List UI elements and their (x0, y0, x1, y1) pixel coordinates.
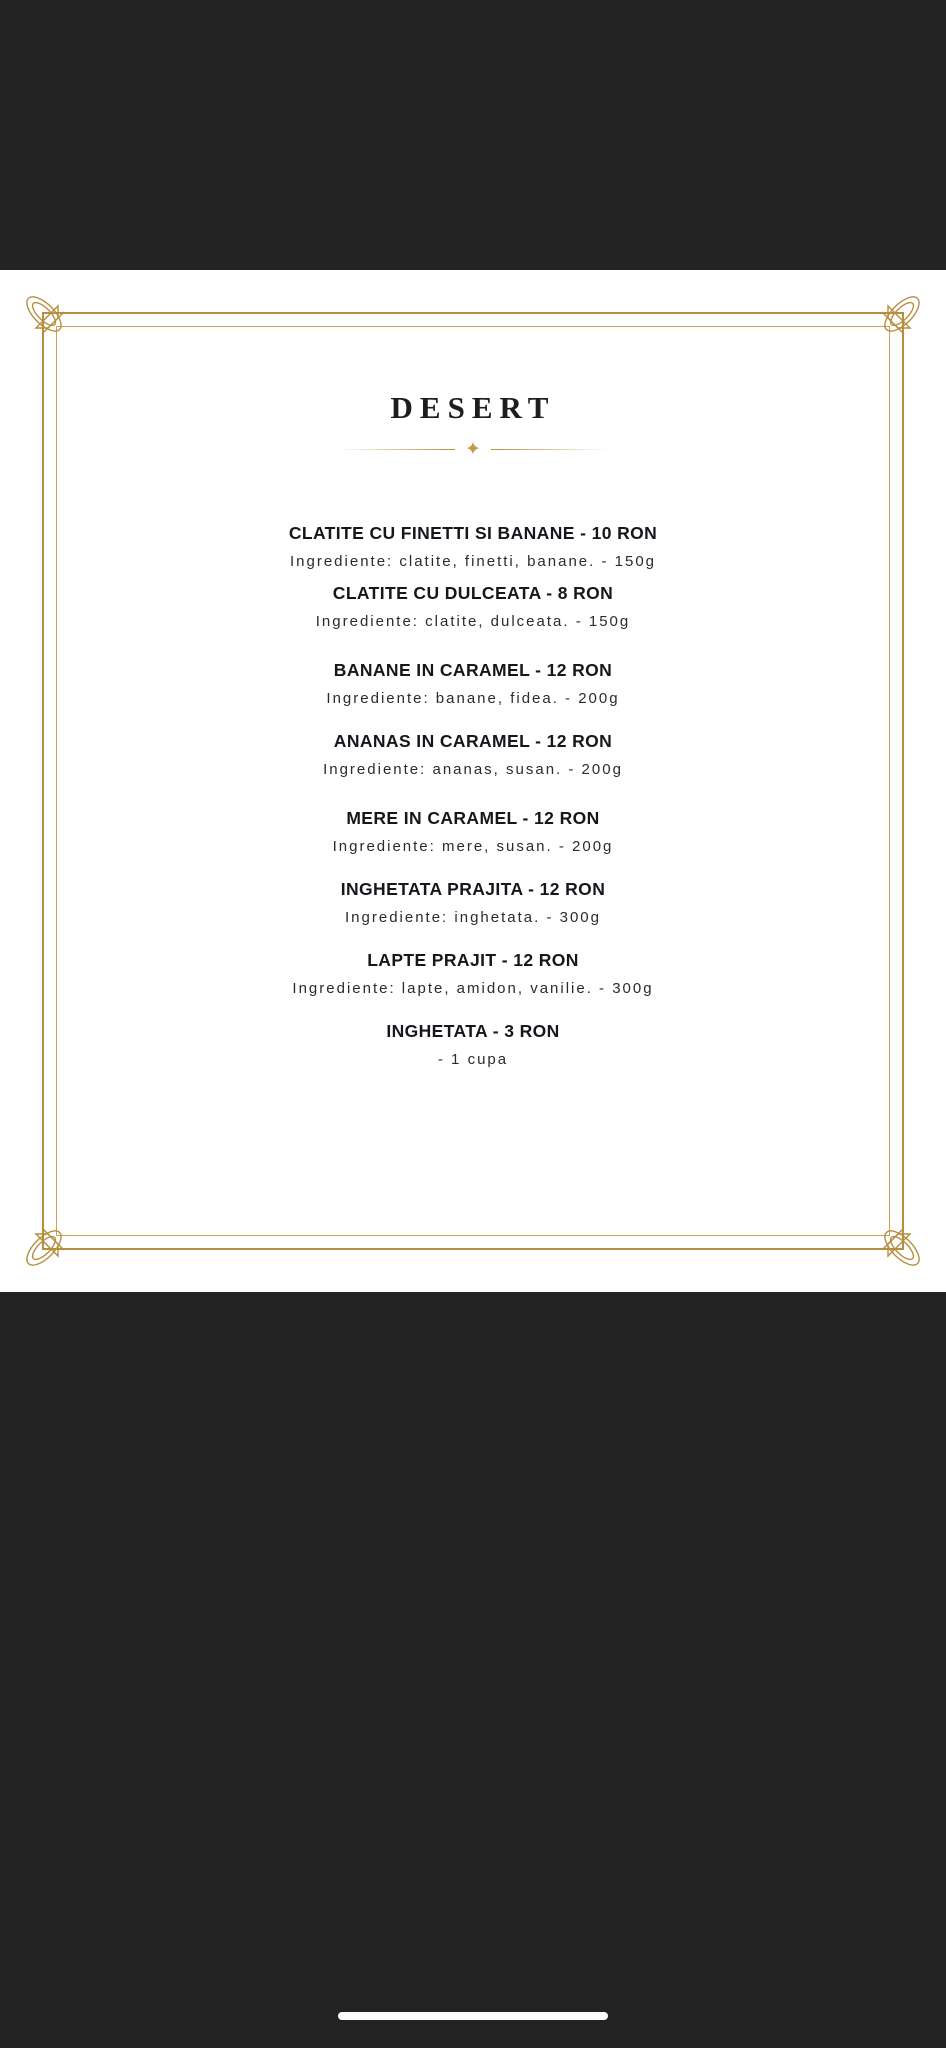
title-divider (337, 440, 609, 459)
page-title: DESERT (390, 390, 556, 425)
menu-item-name: CLATITE CU DULCEATA - 8 RON (332, 583, 614, 603)
menu-item-description: Ingrediente: lapte, amidon, vanilie. - 300g (292, 980, 654, 997)
four-point-star-icon: ✦ (465, 439, 481, 460)
menu-item-name: CLATITE CU FINETTI SI BANANE - 10 RON (288, 523, 658, 543)
menu-content (90, 370, 856, 1081)
menu-item-description: Ingrediente: banane, fidea. - 200g (326, 690, 620, 707)
menu-item-name: LAPTE PRAJIT - 12 RON (367, 950, 579, 970)
menu-item-list (90, 523, 856, 1068)
menu-page (0, 270, 946, 1292)
list-item (90, 808, 856, 855)
bottom-letterbox-bar (0, 1292, 946, 2048)
menu-item-name: MERE IN CARAMEL - 12 RON (346, 808, 600, 828)
menu-item-name: BANANE IN CARAMEL - 12 RON (333, 660, 613, 680)
divider-line-left (337, 449, 455, 450)
menu-item-name: ANANAS IN CARAMEL - 12 RON (333, 731, 613, 751)
menu-item-name: INGHETATA - 3 RON (386, 1021, 560, 1041)
menu-item-name: INGHETATA PRAJITA - 12 RON (340, 879, 606, 899)
top-letterbox-bar (0, 0, 946, 270)
list-item (90, 731, 856, 778)
list-item (90, 879, 856, 926)
menu-item-description: Ingrediente: clatite, finetti, banane. - 150g (289, 553, 657, 570)
list-item (90, 1021, 856, 1068)
menu-item-description: Ingrediente: ananas, susan. - 200g (323, 761, 623, 778)
menu-item-description: Ingrediente: inghetata. - 300g (345, 909, 601, 926)
divider-line-right (491, 449, 609, 450)
list-item (90, 660, 856, 707)
menu-item-description: Ingrediente: mere, susan. - 200g (332, 838, 614, 855)
home-indicator[interactable] (338, 2012, 608, 2020)
menu-item-description: - 1 cupa (437, 1051, 509, 1068)
list-item (90, 950, 856, 997)
menu-item-description: Ingrediente: clatite, dulceata. - 150g (315, 613, 631, 630)
list-item (90, 583, 856, 630)
list-item (90, 523, 856, 570)
